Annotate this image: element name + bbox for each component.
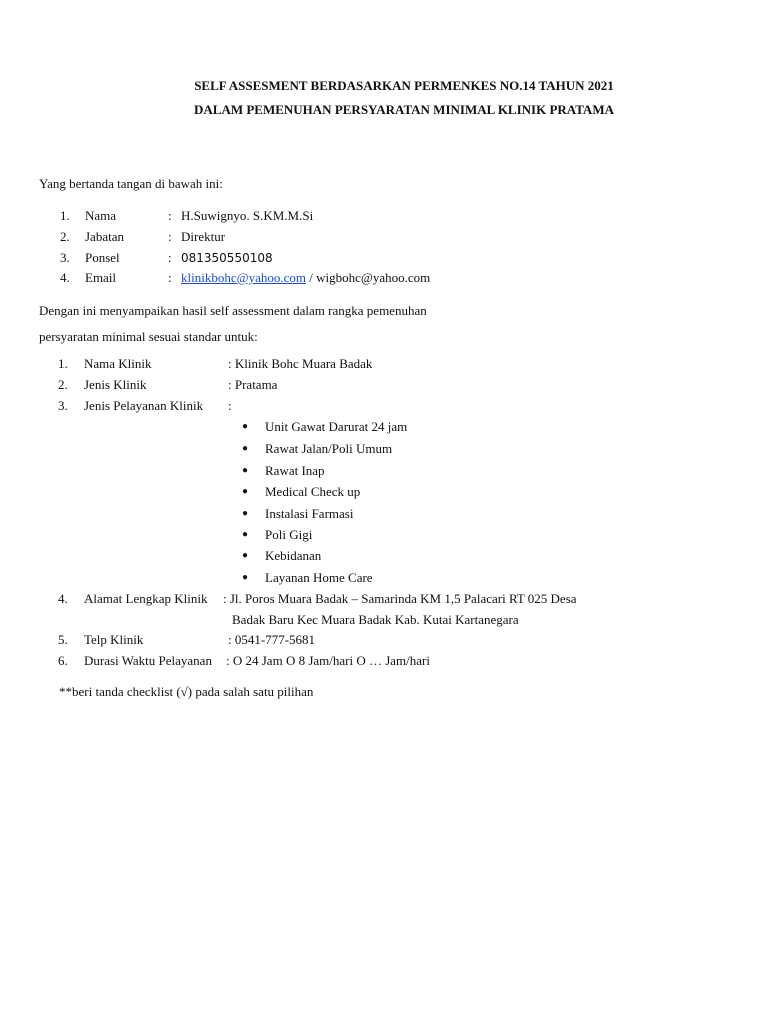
clinic-services-colon: : [228,398,232,413]
signer-value-email [181,270,430,286]
footnote: **beri tanda checklist (√) pada salah satu pilihan [59,684,314,699]
signer-num-1: 1. [60,208,70,223]
signer-sep: : [168,250,172,265]
clinic-num-6: 6. [58,653,68,668]
clinic-type-label: Jenis Klinik [84,377,147,392]
clinic-duration-value: : O 24 Jam O 8 Jam/hari O … Jam/hari [226,653,430,668]
clinic-name-value: : Klinik Bohc Muara Badak [228,356,373,371]
service-item: Kebidanan [265,548,322,563]
signer-label-position: Jabatan [85,229,124,244]
bullet-icon: ● [242,486,249,497]
title-line-2: DALAM PEMENUHAN PERSYARATAN MINIMAL KLINIK PRATAMA [194,102,614,117]
clinic-name-label: Nama Klinik [84,356,152,371]
signer-sep: : [168,229,172,244]
bullet-icon: ● [242,550,249,561]
signer-value-position: Direktur [181,229,226,244]
signer-num-4: 4. [60,270,70,285]
signer-value-name: H.Suwignyo. S.KM.M.Si [181,208,314,223]
signer-value-phone: 081350550108 [181,251,273,265]
service-item: Instalasi Farmasi [265,506,354,521]
clinic-phone-label: Telp Klinik [84,632,144,647]
clinic-address-value-line2: Badak Baru Kec Muara Badak Kab. Kutai Kartanegara [232,612,519,627]
signer-label-email: Email [85,270,117,285]
clinic-services-label: Jenis Pelayanan Klinik [84,398,204,413]
signer-sep: : [168,208,172,223]
signer-num-3: 3. [60,250,70,265]
statement-line-2: persyaratan minimal sesuai standar untuk: [39,329,258,344]
signer-sep: : [168,270,172,285]
bullet-icon: ● [242,465,249,476]
service-item: Poli Gigi [265,527,313,542]
clinic-type-value: : Pratama [228,377,278,392]
signer-num-2: 2. [60,229,70,244]
clinic-num-4: 4. [58,591,68,606]
clinic-phone-value: : 0541-777-5681 [228,632,316,647]
statement-line-1: Dengan ini menyampaikan hasil self assessment dalam rangka pemenuhan [39,303,427,318]
clinic-num-2: 2. [58,377,68,392]
clinic-num-1: 1. [58,356,68,371]
clinic-num-5: 5. [58,632,68,647]
bullet-icon: ● [242,443,249,454]
service-item: Rawat Inap [265,463,325,478]
bullet-icon: ● [242,572,249,583]
service-item: Unit Gawat Darurat 24 jam [265,419,408,434]
clinic-duration-label: Durasi Waktu Pelayanan [84,653,212,668]
clinic-address-value: : Jl. Poros Muara Badak – Samarinda KM 1,5 Palacari RT 025 Desa [223,591,577,606]
clinic-num-3: 3. [58,398,68,413]
intro-text: Yang bertanda tangan di bawah ini: [39,176,223,191]
service-item: Rawat Jalan/Poli Umum [265,441,393,456]
service-item: Layanan Home Care [265,570,373,585]
title-line-1: SELF ASSESMENT BERDASARKAN PERMENKES NO.14 TAHUN 2021 [194,78,614,93]
bullet-icon: ● [242,529,249,540]
clinic-address-label: Alamat Lengkap Klinik [84,591,208,606]
signer-label-name: Nama [85,208,117,223]
service-item: Medical Check up [265,484,361,499]
email-secondary: / wigbohc@yahoo.com [305,270,431,285]
signer-label-phone: Ponsel [85,250,120,265]
bullet-icon: ● [242,421,249,432]
email-link[interactable]: klinikbohc@yahoo.com [181,270,306,285]
bullet-icon: ● [242,508,249,519]
